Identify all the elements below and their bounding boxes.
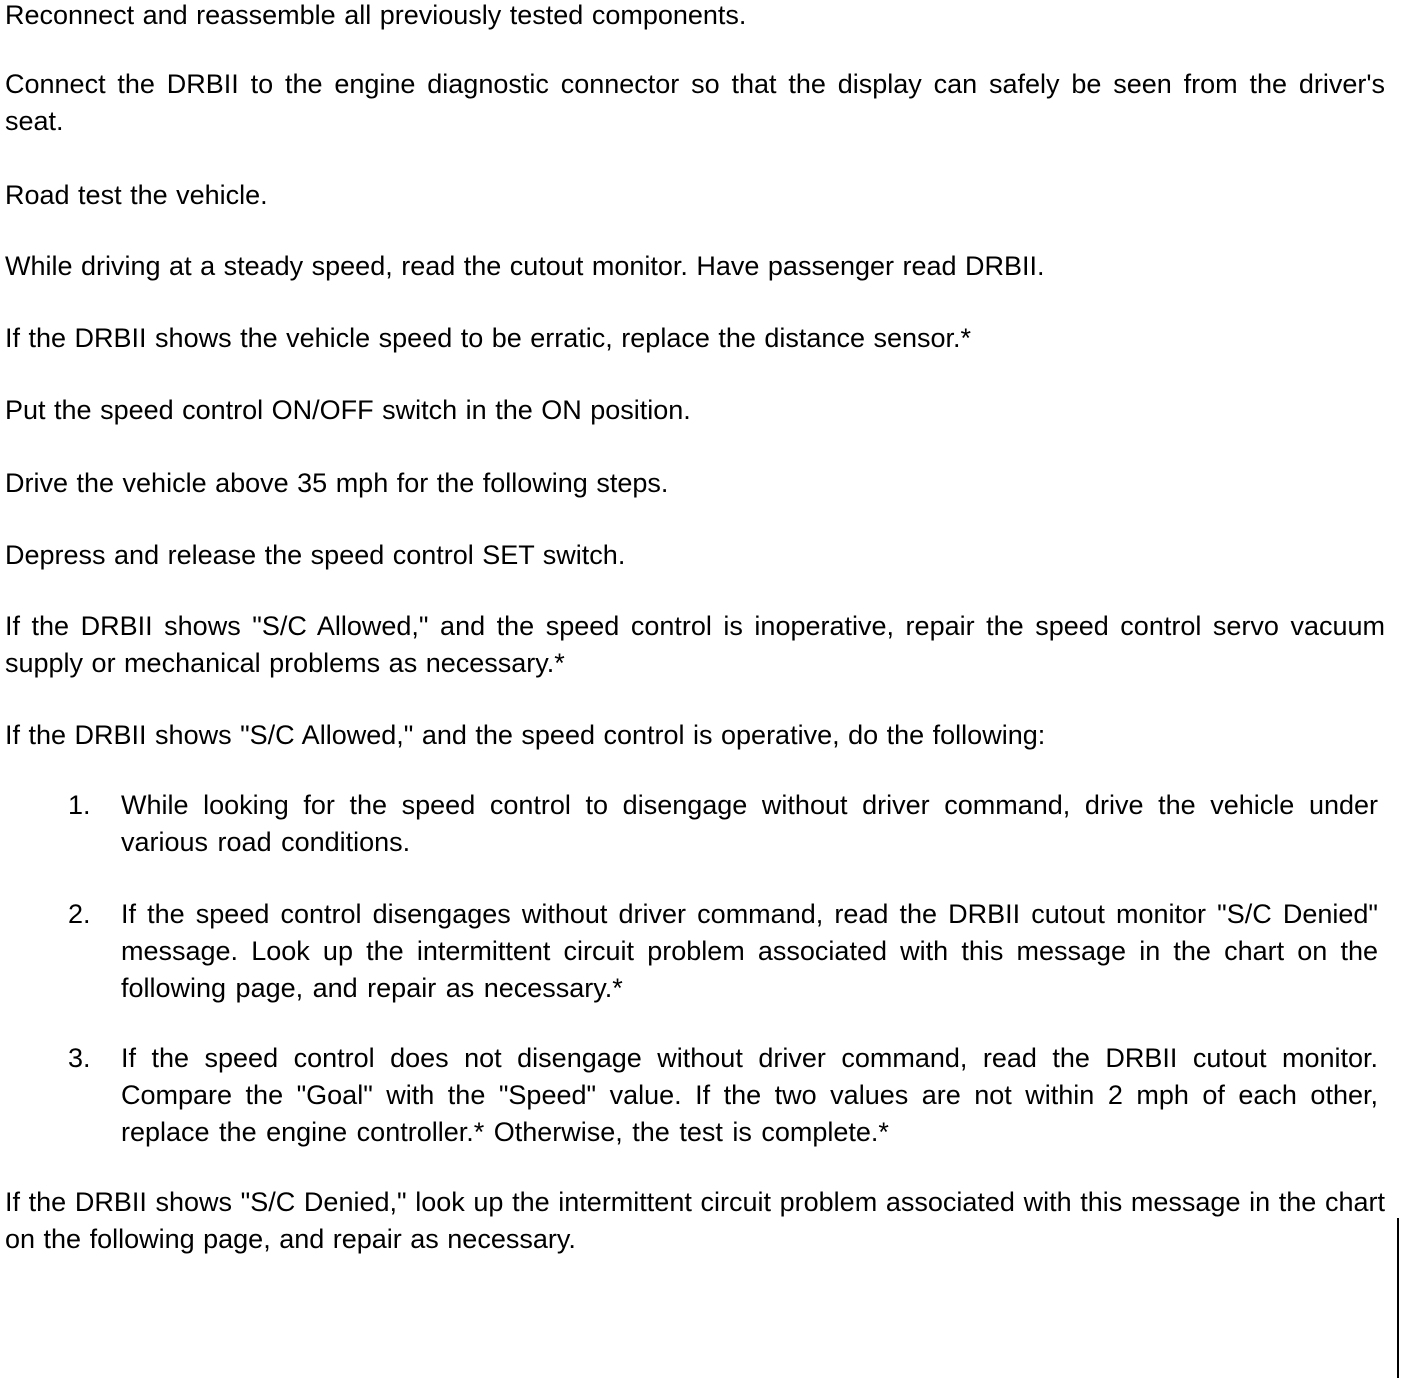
step-number: 2. xyxy=(68,899,91,929)
paragraph-connect-drbii: Connect the DRBII to the engine diagnostic connector so that the display can safely be seen from the driver's seat. xyxy=(5,69,1385,136)
step-text: If the speed control does not disengage without driver command, read the DRBII cutout monitor. Compare the "Goal" with the "Speed" value. If the two values are not within 2 mph of each other, replace the engine controller.* Otherwise, the test is complete.* xyxy=(121,1043,1378,1147)
scan-edge-line xyxy=(1397,1218,1399,1378)
paragraph-sc-denied: If the DRBII shows "S/C Denied," look up the intermittent circuit problem associated with this message in the chart on the following page, and repair as necessary. xyxy=(5,1187,1385,1254)
paragraph-road-test: Road test the vehicle. xyxy=(5,180,268,210)
step-text: If the speed control disengages without driver command, read the DRBII cutout monitor "S/C Denied" message. Look up the intermittent circuit problem associated with this message in the chart on the following page, and repair as necessary.* xyxy=(121,899,1378,1003)
paragraph-set-switch: Depress and release the speed control SET switch. xyxy=(5,540,626,570)
paragraph-sc-allowed-inoperative: If the DRBII shows "S/C Allowed," and the speed control is inoperative, repair the speed control servo vacuum supply or mechanical problems as necessary.* xyxy=(5,611,1385,678)
paragraph-on-off-switch: Put the speed control ON/OFF switch in the ON position. xyxy=(5,395,691,425)
paragraph-reconnect: Reconnect and reassemble all previously tested components. xyxy=(5,0,747,30)
paragraph-erratic-speed: If the DRBII shows the vehicle speed to be erratic, replace the distance sensor.* xyxy=(5,323,972,353)
step-text: While looking for the speed control to disengage without driver command, drive the vehicle under various road conditions. xyxy=(121,790,1378,857)
paragraph-drive-above-35: Drive the vehicle above 35 mph for the following steps. xyxy=(5,468,669,498)
paragraph-steady-speed: While driving at a steady speed, read the cutout monitor. Have passenger read DRBII. xyxy=(5,251,1045,281)
paragraph-sc-allowed-operative: If the DRBII shows "S/C Allowed," and the speed control is operative, do the following: xyxy=(5,720,1046,750)
step-number: 1. xyxy=(68,790,91,820)
step-number: 3. xyxy=(68,1043,91,1073)
